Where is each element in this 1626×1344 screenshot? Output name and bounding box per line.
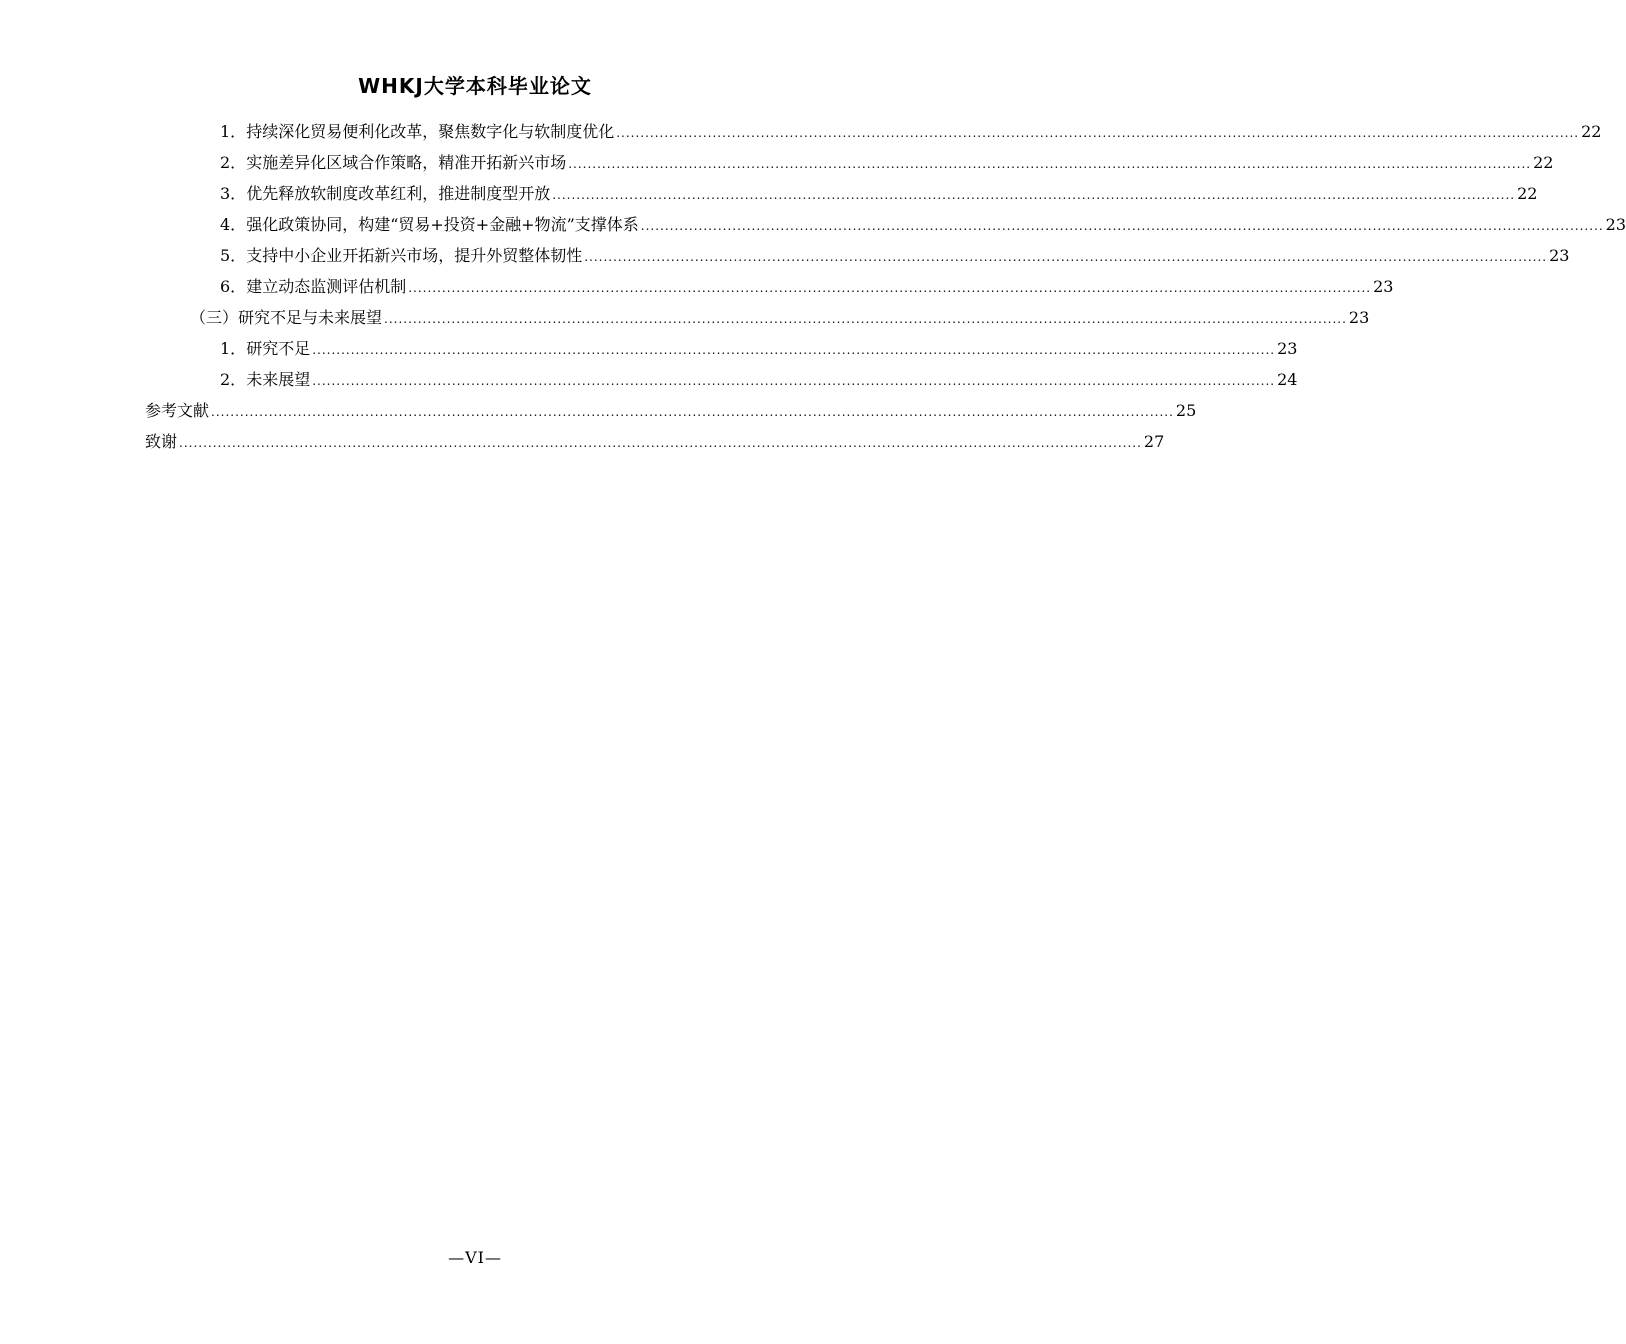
toc-entry-label: 支持中小企业开拓新兴市场，提升外贸整体韧性	[246, 246, 583, 265]
toc-entry-page: 23	[1348, 308, 1370, 327]
toc-entry-label: 强化政策协同，构建“贸易+投资+金融+物流”支撑体系	[246, 215, 639, 234]
toc-dot-leader: ........................................................................................................................................................................................................	[584, 250, 1548, 264]
toc-entry-number: 2．	[220, 153, 247, 172]
toc-dot-leader: ........................................................................................................................................................................................................	[640, 219, 1604, 233]
toc-entry-page: 24	[1277, 370, 1298, 389]
toc-dot-leader: ........................................................................................................................................................................................................	[312, 374, 1276, 388]
toc-entry[interactable]	[220, 242, 1570, 266]
toc-dot-leader: ........................................................................................................................................................................................................	[312, 343, 1276, 357]
toc-entry[interactable]	[220, 180, 1538, 204]
toc-entry-page: 23	[1277, 339, 1298, 358]
toc-entry-label: 研究不足	[246, 339, 311, 358]
toc-dot-leader: ........................................................................................................................................................................................................	[179, 436, 1142, 450]
toc-entry-page: 27	[1143, 432, 1165, 451]
toc-entry-number: 3．	[220, 184, 247, 203]
toc-entry-page: 22	[1581, 122, 1602, 141]
toc-dot-leader: ........................................................................................................................................................................................................	[568, 157, 1532, 171]
toc-entry-page: 22	[1517, 184, 1538, 203]
toc-entry-number: 2．	[220, 370, 247, 389]
toc-entry[interactable]	[220, 273, 1394, 297]
toc-entry-page: 23	[1549, 246, 1570, 265]
toc-entry-page: 23	[1605, 215, 1626, 234]
toc-entry-label: 致谢	[145, 432, 178, 451]
toc-entry-number: 6．	[220, 277, 247, 296]
toc-entry[interactable]	[220, 335, 1298, 359]
toc-entry-number: 4．	[220, 215, 247, 234]
toc-entry[interactable]	[220, 366, 1298, 390]
toc-entry-label: 未来展望	[246, 370, 311, 389]
toc-dot-leader: ........................................................................................................................................................................................................	[384, 312, 1347, 326]
toc-entry[interactable]	[220, 118, 1602, 142]
toc-entry-number: 5．	[220, 246, 247, 265]
toc-entry-number: 1．	[220, 339, 247, 358]
toc-entry-number: 1．	[220, 122, 247, 141]
toc-entry[interactable]	[145, 397, 1197, 421]
toc-dot-leader: ........................................................................................................................................................................................................	[552, 188, 1516, 202]
toc-dot-leader: ........................................................................................................................................................................................................	[211, 405, 1174, 419]
page-number: —VI—	[448, 1248, 502, 1267]
toc-entry-page: 23	[1373, 277, 1394, 296]
page-header-title: WHKJ大学本科毕业论文	[358, 74, 592, 98]
toc-entry[interactable]	[220, 211, 1626, 235]
toc-entry-number: （三）	[190, 308, 239, 327]
toc-entry-label: 实施差异化区域合作策略，精准开拓新兴市场	[246, 153, 567, 172]
toc-entry[interactable]	[220, 149, 1554, 173]
toc-entry-label: 持续深化贸易便利化改革，聚焦数字化与软制度优化	[246, 122, 615, 141]
toc-entry-label: 参考文献	[145, 401, 210, 420]
toc-entry-label: 优先释放软制度改革红利，推进制度型开放	[246, 184, 551, 203]
toc-entry[interactable]	[190, 304, 1370, 328]
toc-entry-label: 研究不足与未来展望	[238, 308, 383, 327]
toc-entry-label: 建立动态监测评估机制	[246, 277, 407, 296]
toc-entry-page: 25	[1175, 401, 1197, 420]
toc-dot-leader: ........................................................................................................................................................................................................	[616, 126, 1580, 140]
toc-entry-page: 22	[1533, 153, 1554, 172]
toc-entry[interactable]	[145, 428, 1165, 452]
toc-dot-leader: ........................................................................................................................................................................................................	[408, 281, 1372, 295]
